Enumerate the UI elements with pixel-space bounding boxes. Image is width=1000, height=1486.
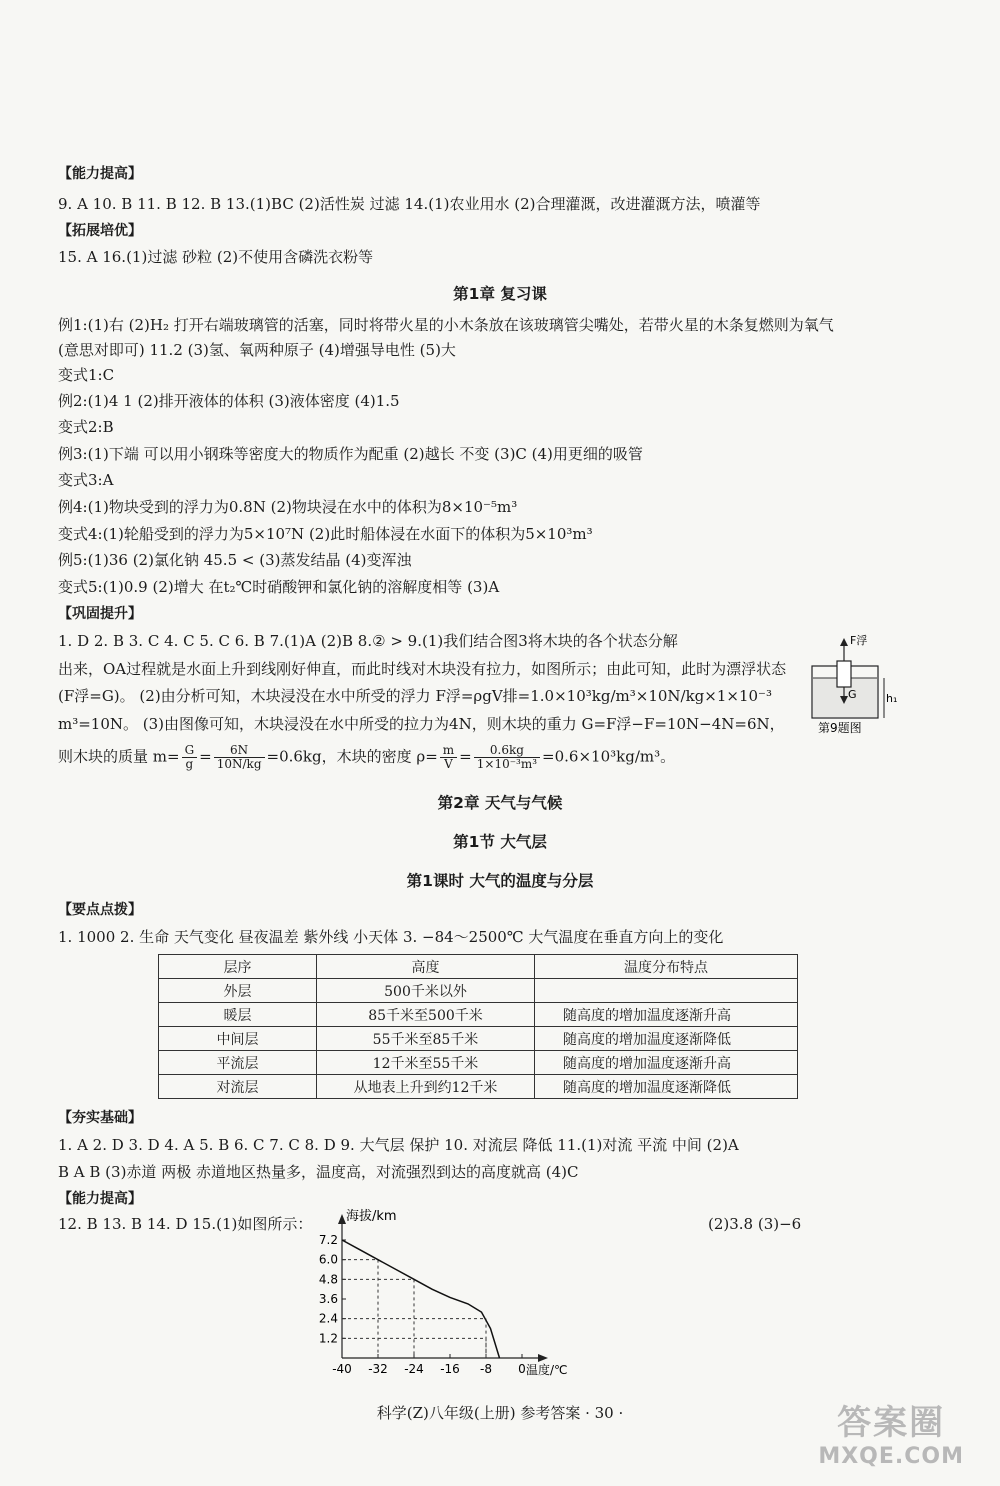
answer-line: 变式2:B [58,418,114,436]
table-header: 高度 [317,955,535,979]
chapter-title: 第2章 天气与气候 [437,794,563,812]
mass-density-line: 则木块的质量 m= $\frac{G}{g}$ = $\frac{6N}{10N/kg}$ =0.6kg，木块的密度 ρ= $\frac{m}{V}$ = $\frac{0.6kg}{\text{1×10⁻³m³}}$ =0.6×10³kg/m³。 [58,743,676,771]
table-row: 外层 500千米以外 [159,979,798,1003]
answer-line: 9. A 10. B 11. B 12. B 13.(1)BC (2)活性炭 过滤 14.(1)农业用水 (2)合理灌溉，改进灌溉方法，喷灌等 [58,195,761,213]
fraction: $\frac{6N}{10N/kg}$ [214,744,265,771]
label-g: G [848,688,857,701]
answer-line: 变式3:A [58,471,114,489]
section-heading: 【能力提高】 [58,166,142,182]
y-tick-label: 7.2 [318,1233,338,1247]
chapter-title: 第1章 复习课 [453,285,547,303]
answer-line: 出来，OA过程就是水面上升到线刚好伸直，而此时线对木块没有拉力，如图所示；由此可知，此时为漂浮状态 [58,660,787,678]
x-axis-label: 温度/℃ [526,1363,568,1377]
label-f: F浮 [850,634,868,647]
x-tick-label: -40 [332,1362,352,1376]
text: 则木块的质量 m= [58,747,180,766]
section-title: 第1节 大气层 [453,833,547,851]
section-heading: 【夯实基础】 [58,1110,142,1126]
section-heading: 【拓展培优】 [58,223,142,239]
y-tick-label: 4.8 [318,1272,338,1287]
page-footer: 科学(Z)八年级(上册) 参考答案 · 30 · [376,1404,624,1422]
answer-line: B A B (3)赤道 两极 赤道地区热量多，温度高，对流强烈到达的高度就高 (4)C [58,1163,579,1181]
answer-line: 例5:(1)36 (2)氯化钠 45.5 < (3)蒸发结晶 (4)变浑浊 [58,551,412,569]
x-tick-label: -16 [440,1362,460,1376]
x-tick-label: -24 [404,1362,424,1376]
answer-line: m³=10N。 (3)由图像可知，木块浸没在水中所受的拉力为4N，则木块的重力 G=F浮−F=10N−4N=6N， [58,715,785,733]
y-axis-arrow [338,1214,346,1224]
y-tick-label: 1.2 [318,1331,338,1346]
label-h: h₁ [886,692,898,705]
answer-line: 1. A 2. D 3. D 4. A 5. B 6. C 7. C 8. D 9. 大气层 保护 10. 对流层 降低 11.(1)对流 平流 中间 (2)A [58,1136,739,1154]
x-axis-arrow [538,1354,548,1362]
fraction: $\frac{0.6kg}{\text{1×10⁻³m³}}$ [474,744,540,771]
x-tick-label: 0 [518,1362,526,1376]
y-tick-label: 3.6 [318,1292,338,1306]
atmosphere-layers-table [158,954,798,1099]
answer-line: (2)3.8 (3)−6 [708,1215,802,1233]
fraction: $\frac{G}{g}$ [182,744,198,771]
answer-line: 例1:(1)右 (2)H₂ 打开右端玻璃管的活塞，同时将带火星的小木条放在该玻璃管尖嘴处，若带火星的木条复燃则为氧气 [58,316,834,334]
table-row: 暖层 85千米至500千米 随高度的增加温度逐渐升高 [159,1003,798,1027]
section-heading: 【能力提高】 [58,1191,142,1207]
y-tick-label: 2.4 [318,1311,338,1326]
answer-line: 变式1:C [58,366,115,384]
answer-line: 例4:(1)物块受到的浮力为0.8N (2)物块浸在水中的体积为8×10⁻⁵m³ [58,498,518,516]
figure-9 [808,628,898,738]
answer-line: 15. A 16.(1)过滤 砂粒 (2)不使用含磷洗衣粉等 [58,248,374,266]
answer-line: 1. D 2. B 3. C 4. C 5. C 6. B 7.(1)A (2)B 8.② > 9.(1)我们结合图3将木块的各个状态分解 [58,632,678,650]
table-header: 层序 [159,955,317,979]
y-tick-label: 6.0 [318,1252,338,1267]
lesson-title: 第1课时 大气的温度与分层 [406,872,594,890]
fraction: $\frac{m}{V}$ [440,744,457,771]
section-heading: 【要点点拨】 [58,902,142,918]
x-tick-label: -32 [368,1362,388,1376]
y-axis-label: 海拔/km [346,1209,397,1224]
table-row: 对流层 从地表上升到约12千米 随高度的增加温度逐渐降低 [159,1075,798,1099]
text: =0.6×10³kg/m³。 [542,747,676,766]
answer-line: (意思对即可) 11.2 (3)氢、氧两种原子 (4)增强导电性 (5)大 [58,341,456,359]
wood-block [837,661,851,687]
x-tick-label: -8 [480,1362,492,1376]
watermark-logo: 答案圈 MXQE.COM [818,1403,964,1469]
answer-line: 1. 1000 2. 生命 天气变化 昼夜温差 紫外线 小天体 3. −84～2500℃ 大气温度在垂直方向上的变化 [58,928,724,946]
answer-line: 变式5:(1)0.9 (2)增大 在t₂℃时硝酸钾和氯化钠的溶解度相等 (3)A [58,578,500,596]
table-header: 温度分布特点 [535,955,798,979]
section-heading: 【巩固提升】 [58,606,142,622]
text: =0.6kg，木块的密度 ρ= [266,747,438,766]
answer-line: 例2:(1)4 1 (2)排开液体的体积 (3)液体密度 (4)1.5 [58,392,400,410]
answer-line: 12. B 13. B 14. D 15.(1)如图所示： [58,1215,313,1233]
table-row: 平流层 12千米至55千米 随高度的增加温度逐渐升高 [159,1051,798,1075]
answer-line: 变式4:(1)轮船受到的浮力为5×10⁷N (2)此时船体浸在水面下的体积为5×10³m³ [58,525,593,543]
altitude-temperature-chart [300,1208,600,1388]
series-line [342,1240,500,1358]
table-row: 中间层 55千米至85千米 随高度的增加温度逐渐降低 [159,1027,798,1051]
answer-line: (F浮=G)。 (2)由分析可知，木块浸没在水中所受的浮力 F浮=ρgV排=1.0×10³kg/m³×10N/kg×1×10⁻³ [58,687,772,705]
figure-caption: 第9题图 [818,721,862,735]
answer-line: 例3:(1)下端 可以用小钢珠等密度大的物质作为配重 (2)越长 不变 (3)C (4)用更细的吸管 [58,445,643,463]
